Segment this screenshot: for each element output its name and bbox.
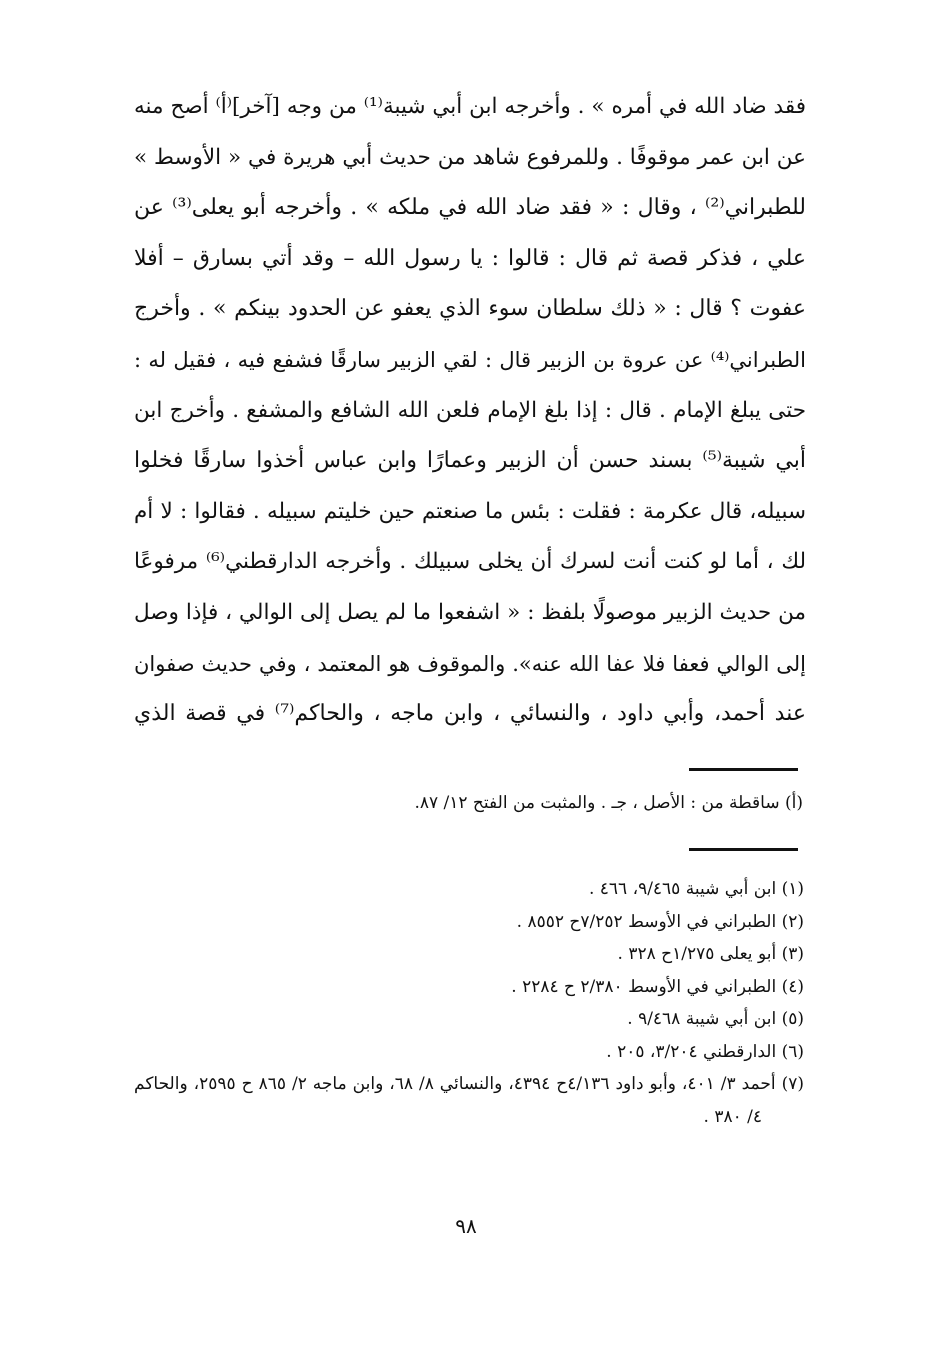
text-line: من حديث الزبير موصولًا بلفظ : « اشفعوا ما لم يصل إلى الوالي ، فإذا وصل [134, 599, 806, 625]
text-line: فقد ضاد الله في أمره » . وأخرجه ابن أبي شيبة⁽¹⁾ من وجه [آخر]⁽أ⁾ أصح منه [134, 94, 806, 119]
footnote: (٧) أحمد ٣/ ٤٠١، وأبو داود ٤/١٣٦ح ٤٣٩٤، والنسائي ٨/ ٦٨، وابن ماجه ٢/ ٨٦٥ ح ٢٥٩٥، والحاكم ٤/ ٣٨٠ . [134, 1074, 804, 1127]
text-line: الطبراني⁽⁴⁾ عن عروة بن الزبير قال : لقي الزبير سارقًا فشفع فيه ، فقيل له : [134, 347, 806, 372]
text-line: أبي شيبة⁽⁵⁾ بسند حسن أن الزبير وعمارًا وابن عباس أخذوا سارقًا فخلوا [134, 448, 806, 474]
text-line: للطبراني⁽²⁾ ، وقال : « فقد ضاد الله في ملكه » . وأخرجه أبو يعلى⁽³⁾ عن [134, 195, 806, 221]
text-line: عفوت ؟ قال : « ذلك سلطان سوء الذي يعفو عن الحدود بينكم » . وأخرج [134, 296, 806, 322]
footnote: (٢) الطبراني في الأوسط ٧/٢٥٢ح ٨٥٥٢ . [516, 911, 804, 932]
text-line: عند أحمد، وأبي داود ، والنسائي ، وابن ماجه ، والحاكم⁽⁷⁾ في قصة الذي [134, 701, 806, 727]
text-line: سبيله، قال عكرمة : فقلت : بئس ما صنعتم حين خليتم سبيله . فقالوا : لا أم [134, 498, 806, 524]
variant-separator-rule [689, 768, 798, 771]
footnote-separator-rule [689, 848, 798, 851]
footnote: (٣) أبو يعلى ١/٢٧٥ح ٣٢٨ . [617, 944, 804, 964]
text-line: حتى يبلغ الإمام . قال : إذا بلغ الإمام فلعن الله الشافع والمشفع . وأخرج ابن [134, 397, 806, 423]
main-text [134, 82, 806, 740]
text-line: إلى الوالي فعفا فلا عفا الله عنه». والموقوف هو المعتمد ، وفي حديث صفوان [134, 651, 806, 676]
footnotes [134, 873, 804, 1133]
text-line: علي ، فذكر قصة ثم قال : قالوا : يا رسول الله – وقد أتي بسارق – أفلا [134, 245, 806, 271]
footnote: (٦) الدارقطني ٣/٢٠٤، ٢٠٥ . [606, 1041, 804, 1062]
text-line: عن ابن عمر موقوفًا . وللمرفوع شاهد من حديث أبي هريرة في « الأوسط » [134, 144, 806, 170]
text-line: لك ، أما لو كنت أنت لسرك أن يخلى سبيلك . وأخرجه الدارقطني⁽⁶⁾ مرفوعًا [134, 549, 806, 575]
footnote: (٤) الطبراني في الأوسط ٢/٣٨٠ ح ٢٢٨٤ . [511, 976, 804, 997]
page-number: ٩٨ [455, 1214, 477, 1238]
footnote: (١) ابن أبي شيبة ٩/٤٦٥، ٤٦٦ . [588, 879, 804, 899]
variant-note: (أ) ساقطة من : الأصل ، جـ . والمثبت من الفتح ١٢/ ٨٧. [414, 793, 803, 813]
footnote: (٥) ابن أبي شيبة ٩/٤٦٨ . [627, 1009, 804, 1029]
